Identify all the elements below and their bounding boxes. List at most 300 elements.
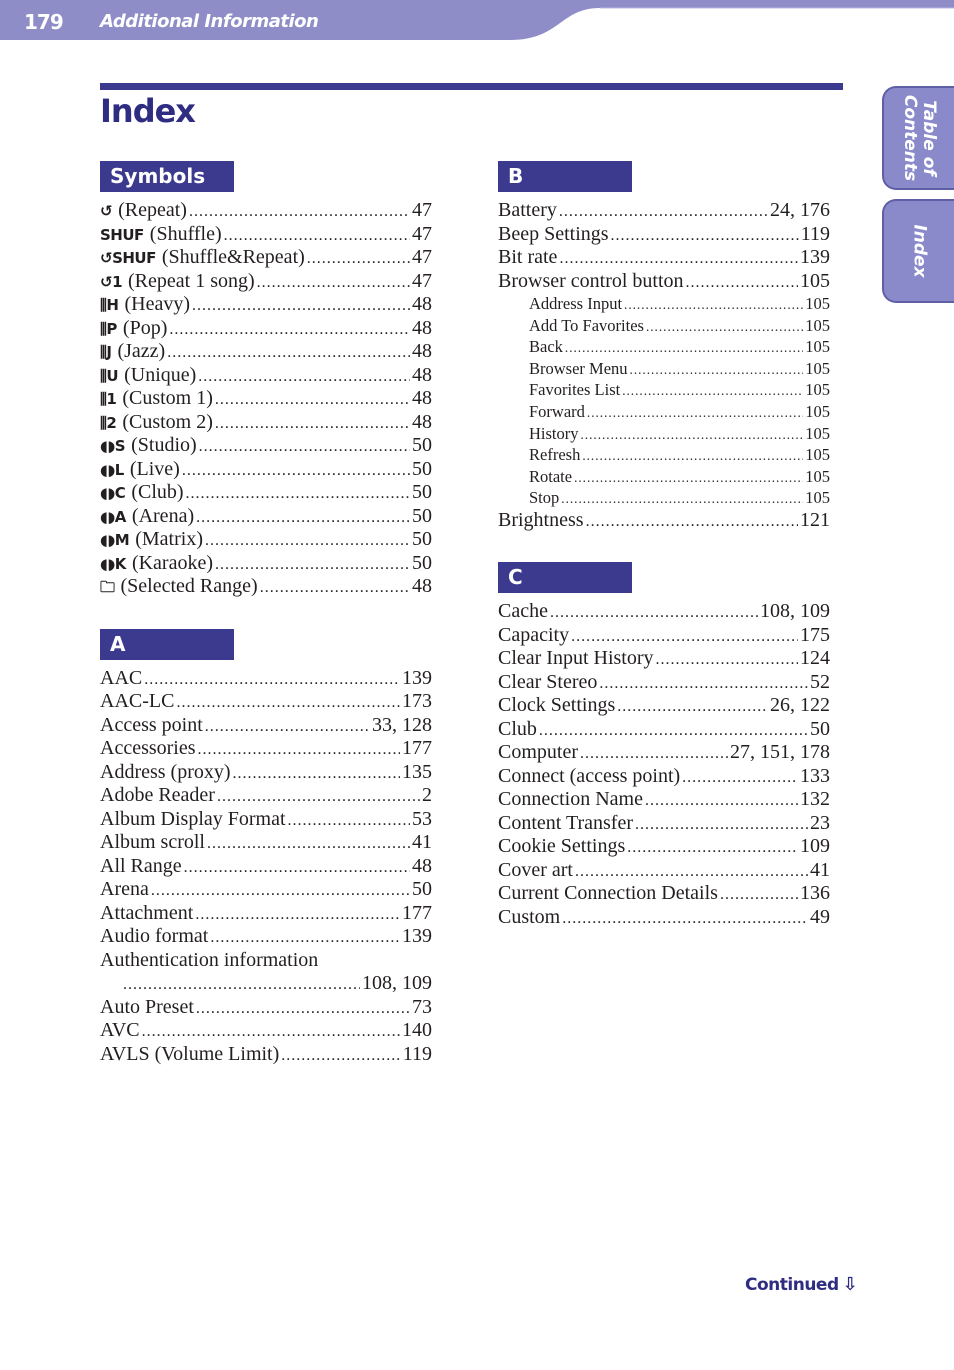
index-subentry[interactable] [498,466,830,488]
index-subentry[interactable] [498,358,830,380]
entry-text: (Club) [131,481,184,503]
entry-label [100,925,208,949]
entry-page-number[interactable]: 73 [412,995,432,1018]
entry-page-number[interactable]: 173 [402,690,432,712]
page-header-bar [0,0,954,46]
entry-label [100,317,167,342]
entry-text: Computer [498,741,578,764]
index-entry[interactable] [498,509,830,533]
mode-symbol-icon: ⫼H [100,296,119,314]
index-entry[interactable] [498,647,830,671]
entry-page-number[interactable]: 105 [805,401,830,421]
entry-text: Add To Favorites [529,315,644,335]
entry-page-number[interactable]: 108, 109 [760,600,830,623]
entry-text: Clear Input History [498,647,654,670]
entry-label [100,340,165,365]
index-entry[interactable] [100,667,432,691]
entry-text: Accessories [100,737,196,759]
entry-page-number[interactable]: 139 [402,925,432,947]
index-entry[interactable] [100,714,432,738]
index-entry[interactable] [498,600,830,624]
entry-label [100,199,187,224]
title-rule [100,83,843,90]
entry-text: Adobe Reader [100,784,215,806]
leader-dots [611,223,799,248]
entry-text: (Studio) [131,434,197,456]
entry-text: (Live) [129,457,180,480]
tab-label-toc: Table of Contents [900,94,939,182]
entry-label [498,812,633,836]
entry-page-number[interactable]: 48 [412,387,432,409]
entry-page-number[interactable]: 140 [402,1019,432,1041]
leader-dots [307,246,410,271]
entry-text: (Jazz) [117,340,166,362]
leader-dots [186,481,410,506]
entry-page-number[interactable]: 50 [412,434,432,456]
entry-page-number[interactable]: 26, 122 [770,694,830,717]
entry-text: Capacity [498,623,570,646]
entry-label [529,466,572,488]
entry-label [529,444,580,466]
entry-label [498,788,643,812]
entry-text: (Arena) [131,504,195,527]
entry-page-number[interactable]: 105 [805,488,830,508]
leader-dots [562,906,808,931]
leader-dots [142,1019,400,1044]
index-entry[interactable] [498,765,830,789]
tab-table-of-contents[interactable] [882,86,954,190]
entry-label [498,718,537,742]
leader-dots [205,714,370,739]
mode-symbol-icon: 🗀 [100,578,115,596]
index-entry[interactable] [100,246,432,270]
entry-text: All Range [100,854,182,877]
entry-text: Auto Preset [100,995,194,1018]
mode-symbol-icon: ◖◗L [100,460,124,479]
index-entry[interactable] [498,624,830,648]
index-entry[interactable] [498,246,830,270]
entry-page-number[interactable]: 50 [810,717,830,740]
leader-dots [233,761,400,786]
entry-text: Album scroll [100,831,205,853]
index-entry[interactable] [498,694,830,718]
index-entry[interactable] [100,690,432,714]
entry-label [100,784,215,808]
index-entry[interactable] [100,575,432,599]
entry-page-number[interactable]: 133 [800,764,830,787]
entry-page-number[interactable]: 48 [412,410,432,433]
index-subentry[interactable] [498,293,830,315]
mode-symbol-icon: ⫼2 [100,413,117,432]
entry-text: (Selected Range) [120,575,258,597]
index-entry[interactable] [100,223,432,247]
index-entry[interactable] [498,223,830,247]
mode-symbol-icon: ◖◗S [100,437,126,455]
entry-label [498,223,609,247]
entry-page-number[interactable]: 48 [412,854,432,877]
entry-page-number[interactable]: 49 [810,905,830,928]
entry-page-number[interactable]: 48 [412,340,432,362]
entry-label [100,387,213,412]
entry-label [529,293,622,315]
entry-page-number[interactable]: 48 [412,363,432,386]
entry-page-number[interactable]: 23 [810,811,830,834]
leader-dots [561,487,803,510]
entry-page-number[interactable]: 105 [805,423,830,443]
entry-text: Attachment [100,901,194,924]
entry-page-number[interactable]: 105 [800,269,830,292]
entry-label [529,487,559,509]
entry-text: Connection Name [498,788,643,811]
entry-label [498,882,718,906]
leader-dots [260,575,410,600]
section-heading: B [498,161,632,192]
entry-text: Clear Stereo [498,670,598,693]
leader-dots [144,667,400,692]
leader-dots [224,223,410,248]
entry-text: Connect (access point) [498,764,681,787]
entry-text: Back [529,337,563,357]
index-entry[interactable] [498,270,830,294]
entry-page-number[interactable]: 177 [402,901,432,924]
mode-symbol-icon: ↺1 [100,272,123,291]
entry-page-number[interactable]: 132 [800,788,830,811]
entry-label [100,1043,279,1067]
entry-page-number[interactable]: 24, 176 [770,199,830,221]
section-gap [498,532,830,562]
leader-dots [565,336,803,359]
index-subentry[interactable] [498,336,830,358]
entry-page-number[interactable]: 47 [412,269,432,292]
entry-label [100,949,318,973]
index-entry[interactable] [498,906,830,930]
entry-label [529,401,585,423]
entry-text: AAC-LC [100,690,175,712]
entry-label [100,552,213,577]
index-entry[interactable] [100,737,432,761]
section-heading: C [498,562,632,593]
index-entry[interactable] [100,784,432,808]
entry-text: Address (proxy) [100,760,231,783]
entry-page-number[interactable]: 109 [800,835,830,858]
index-entry[interactable] [100,878,432,902]
entry-label [498,835,625,859]
entry-page-number[interactable]: 135 [402,760,432,783]
mode-symbol-icon: ◖◗C [100,484,126,502]
index-entry[interactable] [100,199,432,223]
index-entry[interactable] [100,972,432,996]
entry-text: (Repeat) [118,199,187,221]
index-entry[interactable] [498,671,830,695]
entry-page-number[interactable]: 119 [800,222,830,245]
entry-text: Clock Settings [498,694,616,717]
entry-page-number[interactable]: 50 [412,551,432,574]
mode-symbol-icon: ⫼J [100,343,112,361]
index-entry[interactable] [100,458,432,482]
entry-page-number[interactable]: 139 [402,666,432,689]
entry-label [529,336,563,358]
entry-page-number[interactable]: 52 [810,670,830,693]
index-entry[interactable] [100,528,432,552]
leader-dots [581,423,804,446]
entry-label [100,411,213,436]
entry-page-number[interactable]: 48 [412,293,432,315]
entry-page-number[interactable]: 50 [412,481,432,503]
mode-symbol-icon: ⫼U [100,366,119,385]
entry-label [100,575,258,600]
entry-text: Audio format [100,925,209,947]
leader-dots [281,1043,400,1068]
entry-page-number[interactable]: 47 [412,246,432,268]
entry-label [529,379,620,401]
section-gap [100,599,432,629]
leader-dots [215,411,410,436]
index-column-right [498,161,830,929]
entry-label [100,364,196,389]
entry-label [498,509,584,533]
index-entry[interactable] [100,364,432,388]
entry-text: (Shuffle&Repeat) [161,246,305,268]
index-entry[interactable] [498,835,830,859]
index-subentry[interactable] [498,315,830,337]
leader-dots [192,293,410,318]
leader-dots [599,671,808,696]
continued-label: Continued [745,1275,839,1295]
leader-dots [587,401,803,424]
entry-text: Cookie Settings [498,835,626,858]
index-entry[interactable] [498,199,830,223]
section-title: Additional Information [100,11,319,32]
leader-dots [169,317,410,342]
entry-text: (Pop) [122,316,168,339]
tab-label-index: Index [909,224,930,278]
entry-label [498,859,573,883]
leader-dots [582,444,803,467]
entry-page-number[interactable]: 2 [422,784,432,806]
index-entry[interactable] [100,434,432,458]
entry-label [100,761,231,785]
entry-label [498,906,560,930]
leader-dots [635,812,808,837]
entry-label [100,878,149,902]
entry-text: Club [498,717,537,740]
index-entry[interactable] [498,859,830,883]
entry-label [100,270,255,295]
entry-label [498,246,557,270]
entry-text: AVC [100,1019,140,1041]
index-entry[interactable] [100,902,432,926]
section-heading: Symbols [100,161,234,192]
entry-label [100,996,194,1020]
entry-text: Arena [100,878,149,900]
entry-page-number[interactable]: 136 [800,882,830,905]
entry-label [100,246,305,271]
entry-text: (Matrix) [135,528,203,550]
entry-text: AVLS (Volume Limit) [100,1042,280,1065]
entry-text: Browser control button [498,269,684,292]
mode-symbol-icon: ◖◗K [100,554,126,573]
entry-text: Forward [529,401,585,421]
leader-dots [622,379,803,402]
continued-link[interactable] [745,1274,857,1295]
leader-dots [288,808,410,833]
leader-dots [559,246,798,271]
index-entry[interactable] [498,788,830,812]
index-entry[interactable] [100,831,432,855]
entry-text: Access point [100,713,203,736]
entry-page-number[interactable]: 50 [412,457,432,480]
index-entry[interactable] [100,270,432,294]
entry-text: (Custom 2) [122,410,213,433]
leader-dots [182,458,410,483]
index-entry[interactable] [100,1019,432,1043]
entry-page-number[interactable]: 48 [412,575,432,597]
index-entry[interactable] [100,293,432,317]
entry-page-number[interactable]: 27, 151, 178 [730,741,830,764]
entry-page-number[interactable]: 105 [805,358,830,378]
entry-page-number[interactable]: 105 [805,380,830,400]
mode-symbol-icon: ⫼1 [100,390,117,408]
leader-dots [571,624,798,649]
entry-text: Album Display Format [100,807,286,830]
leader-dots [575,859,808,884]
entry-text: Rotate [529,466,573,486]
leader-dots [720,882,798,907]
index-entry[interactable] [498,718,830,742]
index-entry[interactable] [100,340,432,364]
leader-dots [559,199,768,224]
entry-label [100,855,182,879]
index-entry[interactable] [100,925,432,949]
entry-text: Cache [498,600,548,623]
entry-page-number[interactable]: 105 [805,294,830,313]
entry-page-number[interactable]: 50 [412,528,432,550]
mode-symbol-icon: SHUF [100,225,144,244]
entry-label [100,458,180,483]
index-entry[interactable] [100,949,432,973]
mode-symbol-icon: ↺SHUF [100,249,156,267]
index-entry[interactable] [498,882,830,906]
leader-dots [151,878,410,903]
entry-page-number[interactable]: 41 [412,831,432,853]
entry-page-number[interactable]: 105 [805,337,830,357]
entry-page-number[interactable]: 108, 109 [362,972,432,994]
entry-text: Content Transfer [498,811,633,834]
entry-text: (Shuffle) [149,222,222,245]
entry-page-number[interactable]: 48 [412,316,432,339]
index-subentry[interactable] [498,444,830,466]
entry-text: Custom [498,905,561,928]
leader-dots [539,718,808,743]
entry-page-number[interactable]: 50 [412,878,432,900]
entry-page-number[interactable]: 105 [805,466,830,486]
entry-label [529,315,644,337]
leader-dots [196,996,410,1021]
entry-label [100,505,194,530]
entry-page-number[interactable]: 47 [412,199,432,221]
entry-page-number[interactable]: 139 [800,246,830,268]
entry-page-number[interactable]: 47 [412,222,432,245]
leader-dots [207,831,410,856]
leader-dots [199,434,410,459]
entry-text: Address Input [529,294,623,313]
index-entry[interactable] [100,1043,432,1067]
leader-dots [217,784,420,809]
entry-text: AAC [100,666,143,689]
index-entry[interactable] [498,812,830,836]
mode-symbol-icon: ⫼P [100,319,117,338]
leader-dots [574,466,803,489]
entry-label [100,667,142,691]
entry-text: (Custom 1) [122,387,213,409]
entry-page-number[interactable]: 33, 128 [372,713,432,736]
entry-label [498,624,569,648]
entry-label [100,481,184,506]
entry-page-number[interactable]: 53 [412,807,432,830]
index-entry[interactable] [100,387,432,411]
index-subentry[interactable] [498,487,830,509]
entry-page-number[interactable]: 175 [800,623,830,646]
leader-dots [167,340,410,365]
entry-page-number[interactable]: 41 [810,858,830,881]
index-subentry[interactable] [498,423,830,445]
index-entry[interactable] [100,505,432,529]
index-entry[interactable] [100,411,432,435]
leader-dots [550,600,758,625]
index-entry[interactable] [100,761,432,785]
index-column-left [100,161,432,1066]
entry-label [498,694,615,718]
entry-page-number[interactable]: 121 [800,508,830,531]
entry-text: Bit rate [498,246,558,268]
entry-text: Brightness [498,508,584,531]
leader-dots [215,387,410,412]
index-entry[interactable] [100,808,432,832]
entry-text: (Repeat 1 song) [128,269,255,292]
entry-page-number[interactable]: 50 [412,504,432,527]
entry-text: Stop [529,488,560,508]
entry-page-number[interactable]: 124 [800,647,830,670]
index-entry[interactable] [100,996,432,1020]
entry-page-number[interactable]: 105 [805,315,830,335]
index-entry[interactable] [100,481,432,505]
tab-index[interactable] [882,199,954,303]
entry-text: Favorites List [529,380,621,400]
entry-text: History [529,423,579,443]
leader-dots [176,690,400,715]
index-entry[interactable] [100,552,432,576]
leader-dots [646,315,803,338]
index-subentry[interactable] [498,401,830,423]
entry-text: (Heavy) [124,293,190,315]
index-entry[interactable] [100,855,432,879]
leader-dots [189,199,410,224]
entry-page-number[interactable]: 119 [402,1042,432,1065]
entry-text: Battery [498,199,557,221]
page-title: Index [100,92,195,130]
index-entry[interactable] [100,317,432,341]
entry-label [100,1019,140,1043]
entry-label [100,690,174,714]
index-entry[interactable] [498,741,830,765]
leader-dots [195,902,400,927]
entry-page-number[interactable]: 177 [402,737,432,759]
index-subentry[interactable] [498,379,830,401]
entry-label [498,199,557,223]
leader-dots [215,552,410,577]
entry-page-number[interactable]: 105 [805,445,830,465]
section-heading: A [100,629,234,660]
